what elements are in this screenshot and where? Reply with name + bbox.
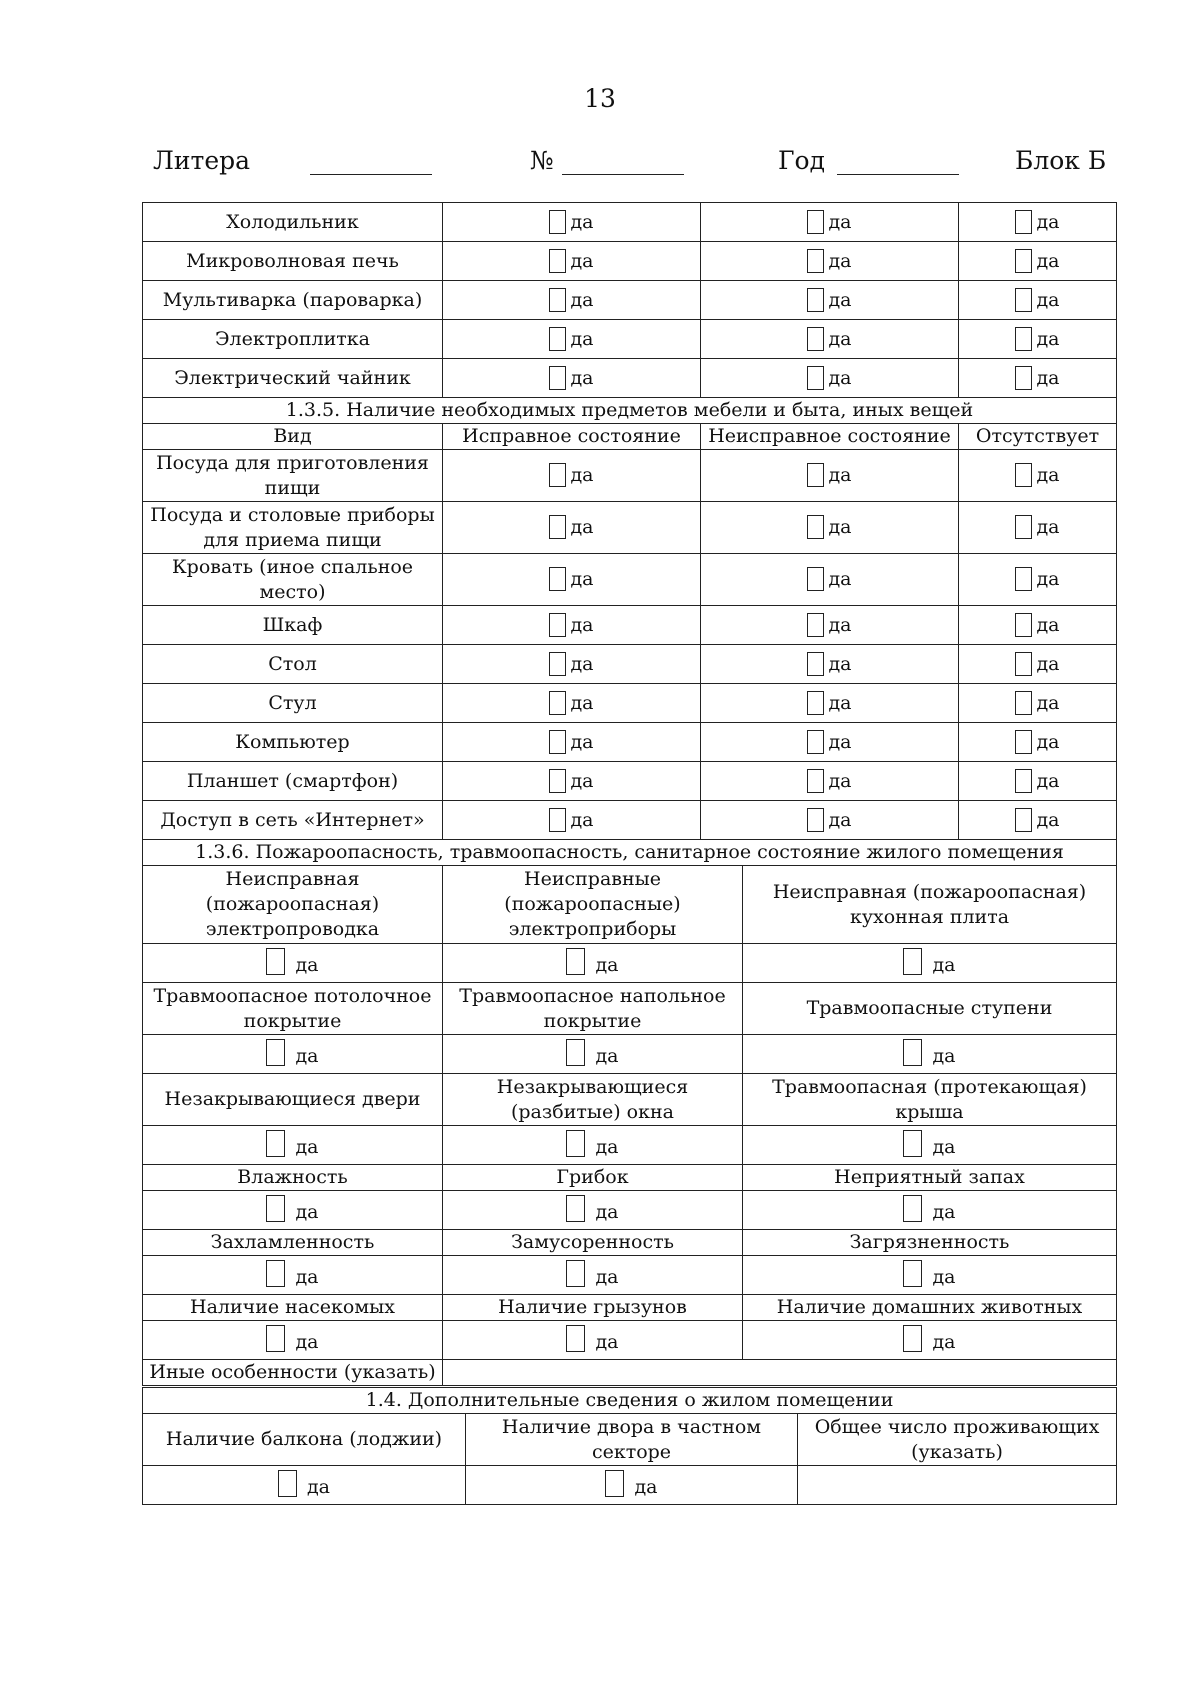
appliance-2-absent-label: да — [1036, 288, 1060, 311]
furniture-6-absent-checkbox[interactable] — [1015, 730, 1032, 754]
furniture-8-faulty-cell — [701, 801, 959, 840]
table-row — [143, 281, 1117, 320]
section-14-column-header: Общее число проживающих (указать) — [798, 1414, 1117, 1466]
table-row — [143, 866, 1117, 944]
section-14-title: 1.4. Дополнительные сведения о жилом помещении — [143, 1388, 1117, 1414]
table-row — [143, 1256, 1117, 1295]
furniture-1-absent-label: да — [1036, 516, 1060, 538]
hazard-label: Травмоопасные ступени — [743, 983, 1117, 1035]
table-row — [143, 1035, 1117, 1074]
table-row — [143, 1414, 1117, 1466]
hazard-3-0-checkbox[interactable] — [266, 1195, 285, 1222]
block-label: Блок Б — [1015, 146, 1107, 175]
appliance-2-absent-checkbox[interactable] — [1015, 288, 1032, 312]
furniture-7-absent-label: да — [1036, 769, 1060, 792]
furniture-7-faulty-checkbox[interactable] — [807, 769, 824, 793]
appliance-0-working-checkbox[interactable] — [549, 210, 566, 234]
hazard-4-0-checkbox[interactable] — [266, 1260, 285, 1287]
furniture-5-absent-label: да — [1036, 691, 1060, 714]
hazard-4-0-label: да — [295, 1266, 319, 1288]
hazard-label: Травмоопасная (протекающая) крыша — [743, 1074, 1117, 1126]
furniture-7-faulty-cell — [701, 762, 959, 801]
furniture-1-faulty-checkbox[interactable] — [807, 515, 824, 539]
furniture-4-absent-cell — [959, 645, 1117, 684]
hazard-label: Наличие насекомых — [143, 1295, 443, 1321]
hazard-label: Неприятный запах — [743, 1165, 1117, 1191]
furniture-8-absent-checkbox[interactable] — [1015, 808, 1032, 832]
furniture-1-working-cell — [443, 502, 701, 554]
appliance-2-faulty-cell — [701, 281, 959, 320]
hazard-5-0-label: да — [295, 1331, 319, 1353]
hazard-5-2-cell — [743, 1321, 1117, 1360]
hazard-label: Грибок — [443, 1165, 743, 1191]
hazard-label: Неисправные (пожароопасные) электроприборы — [443, 866, 743, 944]
furniture-item-name: Кровать (иное спальное место) — [143, 554, 443, 606]
table-row — [143, 1388, 1117, 1414]
hazard-2-2-cell — [743, 1126, 1117, 1165]
furniture-item-name: Стол — [143, 645, 443, 684]
furniture-1-working-checkbox[interactable] — [549, 515, 566, 539]
appliance-0-absent-label: да — [1036, 210, 1060, 233]
furniture-0-working-cell — [443, 450, 701, 502]
appliance-0-working-label: да — [570, 210, 594, 233]
hazard-2-2-checkbox[interactable] — [903, 1130, 922, 1157]
number-label: № — [530, 146, 554, 175]
furniture-4-absent-checkbox[interactable] — [1015, 652, 1032, 676]
hazard-4-1-checkbox[interactable] — [566, 1260, 585, 1287]
furniture-1-working-label: да — [570, 516, 594, 538]
hazard-4-0-cell — [143, 1256, 443, 1295]
furniture-3-working-label: да — [570, 613, 594, 636]
furniture-8-working-cell — [443, 801, 701, 840]
appliance-3-absent-cell — [959, 320, 1117, 359]
furniture-item-name: Посуда и столовые приборы для приема пищи — [143, 502, 443, 554]
balcony-label: да — [306, 1476, 331, 1498]
table-row — [143, 1165, 1117, 1191]
appliance-3-faulty-label: да — [828, 327, 852, 350]
appliance-2-absent-cell — [959, 281, 1117, 320]
appliance-0-faulty-checkbox[interactable] — [807, 210, 824, 234]
table-row — [143, 645, 1117, 684]
furniture-0-absent-label: да — [1036, 464, 1060, 486]
table-row — [143, 424, 1117, 450]
yard-cell — [466, 1466, 798, 1505]
furniture-4-faulty-label: да — [828, 652, 852, 675]
hazard-3-1-cell — [443, 1191, 743, 1230]
table-row — [143, 606, 1117, 645]
hazard-1-0-cell — [143, 1035, 443, 1074]
appliance-name: Холодильник — [143, 203, 443, 242]
appliance-3-working-cell — [443, 320, 701, 359]
furniture-3-absent-cell — [959, 606, 1117, 645]
hazard-3-2-cell — [743, 1191, 1117, 1230]
appliance-4-faulty-cell — [701, 359, 959, 398]
furniture-8-faulty-checkbox[interactable] — [807, 808, 824, 832]
appliance-3-working-label: да — [570, 327, 594, 350]
furniture-4-faulty-checkbox[interactable] — [807, 652, 824, 676]
furniture-2-working-cell — [443, 554, 701, 606]
furniture-item-name: Планшет (смартфон) — [143, 762, 443, 801]
appliance-1-working-checkbox[interactable] — [549, 249, 566, 273]
section-135-column-header: Вид — [143, 424, 443, 450]
hazard-0-1-label: да — [595, 954, 619, 976]
hazard-1-1-label: да — [595, 1045, 619, 1067]
furniture-4-working-cell — [443, 645, 701, 684]
table-row — [143, 359, 1117, 398]
hazard-5-1-checkbox[interactable] — [566, 1325, 585, 1352]
hazard-5-1-cell — [443, 1321, 743, 1360]
furniture-5-absent-checkbox[interactable] — [1015, 691, 1032, 715]
appliance-0-faulty-cell — [701, 203, 959, 242]
furniture-2-absent-checkbox[interactable] — [1015, 567, 1032, 591]
hazard-0-2-label: да — [932, 954, 956, 976]
litera-input-line[interactable] — [310, 148, 432, 175]
hazard-5-0-checkbox[interactable] — [266, 1325, 285, 1352]
furniture-0-faulty-label: да — [828, 464, 852, 486]
appliance-1-faulty-cell — [701, 242, 959, 281]
furniture-5-working-cell — [443, 684, 701, 723]
appliance-4-absent-label: да — [1036, 366, 1060, 389]
table-row — [143, 1126, 1117, 1165]
other-features-label: Иные особенности (указать) — [143, 1360, 443, 1386]
furniture-2-faulty-checkbox[interactable] — [807, 567, 824, 591]
table-row — [143, 944, 1117, 983]
furniture-0-faulty-checkbox[interactable] — [807, 463, 824, 487]
table-row — [143, 450, 1117, 502]
furniture-6-working-checkbox[interactable] — [549, 730, 566, 754]
furniture-0-absent-cell — [959, 450, 1117, 502]
furniture-item-name: Шкаф — [143, 606, 443, 645]
appliance-1-working-cell — [443, 242, 701, 281]
form-header — [153, 146, 1105, 180]
appliance-4-absent-cell — [959, 359, 1117, 398]
hazard-0-1-checkbox[interactable] — [566, 948, 585, 975]
appliance-3-absent-label: да — [1036, 327, 1060, 350]
hazard-4-2-cell — [743, 1256, 1117, 1295]
table-row — [143, 684, 1117, 723]
hazard-3-1-label: да — [595, 1201, 619, 1223]
hazard-1-0-label: да — [295, 1045, 319, 1067]
appliance-0-working-cell — [443, 203, 701, 242]
appliance-0-faulty-label: да — [828, 210, 852, 233]
furniture-5-working-checkbox[interactable] — [549, 691, 566, 715]
furniture-0-working-checkbox[interactable] — [549, 463, 566, 487]
furniture-7-faulty-label: да — [828, 769, 852, 792]
appliance-1-absent-checkbox[interactable] — [1015, 249, 1032, 273]
section-135-column-header: Отсутствует — [959, 424, 1117, 450]
table-row — [143, 1295, 1117, 1321]
hazard-0-1-cell — [443, 944, 743, 983]
furniture-4-working-label: да — [570, 652, 594, 675]
furniture-3-faulty-cell — [701, 606, 959, 645]
hazard-2-1-cell — [443, 1126, 743, 1165]
hazard-4-2-label: да — [932, 1266, 956, 1288]
appliance-name: Электроплитка — [143, 320, 443, 359]
hazard-2-0-checkbox[interactable] — [266, 1130, 285, 1157]
hazard-label: Неисправная (пожароопасная) электропроводка — [143, 866, 443, 944]
furniture-item-name: Доступ в сеть «Интернет» — [143, 801, 443, 840]
furniture-7-working-cell — [443, 762, 701, 801]
hazard-5-0-cell — [143, 1321, 443, 1360]
hazard-2-0-label: да — [295, 1136, 319, 1158]
appliance-4-working-cell — [443, 359, 701, 398]
table-row — [143, 398, 1117, 424]
furniture-8-absent-label: да — [1036, 808, 1060, 831]
furniture-8-working-checkbox[interactable] — [549, 808, 566, 832]
hazard-5-2-checkbox[interactable] — [903, 1325, 922, 1352]
furniture-2-working-checkbox[interactable] — [549, 567, 566, 591]
hazard-1-2-cell — [743, 1035, 1117, 1074]
hazard-label: Травмоопасное напольное покрытие — [443, 983, 743, 1035]
furniture-6-faulty-cell — [701, 723, 959, 762]
table-row — [143, 762, 1117, 801]
appliance-1-faulty-checkbox[interactable] — [807, 249, 824, 273]
table-row — [143, 1321, 1117, 1360]
furniture-3-absent-label: да — [1036, 613, 1060, 636]
appliance-4-absent-checkbox[interactable] — [1015, 366, 1032, 390]
furniture-7-working-checkbox[interactable] — [549, 769, 566, 793]
furniture-1-absent-checkbox[interactable] — [1015, 515, 1032, 539]
furniture-2-faulty-label: да — [828, 568, 852, 590]
additional-info-table — [142, 1387, 1117, 1505]
furniture-5-working-label: да — [570, 691, 594, 714]
litera-field — [153, 146, 432, 175]
number-field — [530, 146, 684, 175]
hazard-0-0-checkbox[interactable] — [266, 948, 285, 975]
hazard-label: Наличие грызунов — [443, 1295, 743, 1321]
table-row — [143, 840, 1117, 866]
litera-label: Литера — [153, 146, 251, 175]
hazard-label: Захламленность — [143, 1230, 443, 1256]
furniture-6-faulty-label: да — [828, 730, 852, 753]
furniture-7-absent-checkbox[interactable] — [1015, 769, 1032, 793]
appliance-1-absent-cell — [959, 242, 1117, 281]
furniture-4-working-checkbox[interactable] — [549, 652, 566, 676]
page-number: 13 — [584, 84, 616, 113]
furniture-3-working-checkbox[interactable] — [549, 613, 566, 637]
appliance-2-working-label: да — [570, 288, 594, 311]
hazard-0-2-checkbox[interactable] — [903, 948, 922, 975]
hazard-label: Незакрывающиеся (разбитые) окна — [443, 1074, 743, 1126]
furniture-3-absent-checkbox[interactable] — [1015, 613, 1032, 637]
appliance-0-absent-checkbox[interactable] — [1015, 210, 1032, 234]
hazard-2-0-cell — [143, 1126, 443, 1165]
appliance-2-faulty-label: да — [828, 288, 852, 311]
furniture-item-name: Стул — [143, 684, 443, 723]
appliance-2-working-cell — [443, 281, 701, 320]
hazard-3-0-cell — [143, 1191, 443, 1230]
table-row — [143, 1466, 1117, 1505]
section-136-title: 1.3.6. Пожароопасность, травмоопасность, санитарное состояние жилого помещения — [143, 840, 1117, 866]
hazard-2-1-checkbox[interactable] — [566, 1130, 585, 1157]
appliance-name: Электрический чайник — [143, 359, 443, 398]
table-row — [143, 1230, 1117, 1256]
table-row — [143, 1074, 1117, 1126]
number-input-line[interactable] — [562, 148, 684, 175]
hazard-0-0-cell — [143, 944, 443, 983]
furniture-6-absent-cell — [959, 723, 1117, 762]
hazard-label: Незакрывающиеся двери — [143, 1074, 443, 1126]
furniture-7-absent-cell — [959, 762, 1117, 801]
hazard-label: Влажность — [143, 1165, 443, 1191]
table-row — [143, 1191, 1117, 1230]
table-row — [143, 723, 1117, 762]
hazard-1-2-label: да — [932, 1045, 956, 1067]
hazard-label: Загрязненность — [743, 1230, 1117, 1256]
appliance-1-working-label: да — [570, 249, 594, 272]
appliance-4-working-label: да — [570, 366, 594, 389]
appliance-name: Микроволновая печь — [143, 242, 443, 281]
furniture-6-faulty-checkbox[interactable] — [807, 730, 824, 754]
table-row — [143, 242, 1117, 281]
furniture-1-faulty-label: да — [828, 516, 852, 538]
furniture-5-absent-cell — [959, 684, 1117, 723]
hazard-sanitary-table — [142, 839, 1117, 1386]
hazard-1-2-checkbox[interactable] — [903, 1039, 922, 1066]
furniture-3-faulty-label: да — [828, 613, 852, 636]
furniture-5-faulty-checkbox[interactable] — [807, 691, 824, 715]
furniture-8-working-label: да — [570, 808, 594, 831]
hazard-2-1-label: да — [595, 1136, 619, 1158]
furniture-2-faulty-cell — [701, 554, 959, 606]
section-135-column-header: Неисправное состояние — [701, 424, 959, 450]
hazard-4-1-label: да — [595, 1266, 619, 1288]
furniture-0-absent-checkbox[interactable] — [1015, 463, 1032, 487]
hazard-5-1-label: да — [595, 1331, 619, 1353]
hazard-0-2-cell — [743, 944, 1117, 983]
appliances-furniture-table — [142, 202, 1117, 840]
hazard-1-0-checkbox[interactable] — [266, 1039, 285, 1066]
other-features-input[interactable] — [443, 1360, 1117, 1386]
hazard-1-1-checkbox[interactable] — [566, 1039, 585, 1066]
furniture-5-faulty-cell — [701, 684, 959, 723]
hazard-label: Травмоопасное потолочное покрытие — [143, 983, 443, 1035]
table-row — [143, 203, 1117, 242]
appliance-3-working-checkbox[interactable] — [549, 327, 566, 351]
residents-count-input[interactable] — [798, 1466, 1117, 1505]
appliance-4-faulty-label: да — [828, 366, 852, 389]
furniture-1-absent-cell — [959, 502, 1117, 554]
furniture-6-working-label: да — [570, 730, 594, 753]
section-14-column-header: Наличие балкона (лоджии) — [143, 1414, 466, 1466]
furniture-3-working-cell — [443, 606, 701, 645]
hazard-0-0-label: да — [295, 954, 319, 976]
section-135-column-header: Исправное состояние — [443, 424, 701, 450]
appliance-0-absent-cell — [959, 203, 1117, 242]
furniture-2-absent-label: да — [1036, 568, 1060, 590]
appliance-4-faulty-checkbox[interactable] — [807, 366, 824, 390]
furniture-6-absent-label: да — [1036, 730, 1060, 753]
furniture-8-faulty-label: да — [828, 808, 852, 831]
appliance-1-absent-label: да — [1036, 249, 1060, 272]
year-label: Год — [778, 146, 825, 175]
table-row — [143, 320, 1117, 359]
year-field — [778, 146, 959, 175]
furniture-item-name: Посуда для приготовления пищи — [143, 450, 443, 502]
hazard-label: Наличие домашних животных — [743, 1295, 1117, 1321]
hazard-2-2-label: да — [932, 1136, 956, 1158]
furniture-6-working-cell — [443, 723, 701, 762]
hazard-3-2-checkbox[interactable] — [903, 1195, 922, 1222]
furniture-2-absent-cell — [959, 554, 1117, 606]
furniture-3-faulty-checkbox[interactable] — [807, 613, 824, 637]
furniture-item-name: Компьютер — [143, 723, 443, 762]
furniture-5-faulty-label: да — [828, 691, 852, 714]
hazard-5-2-label: да — [932, 1331, 956, 1353]
hazard-4-2-checkbox[interactable] — [903, 1260, 922, 1287]
furniture-0-working-label: да — [570, 464, 594, 486]
appliance-3-absent-checkbox[interactable] — [1015, 327, 1032, 351]
hazard-3-0-label: да — [295, 1201, 319, 1223]
appliance-3-faulty-checkbox[interactable] — [807, 327, 824, 351]
appliance-2-faulty-checkbox[interactable] — [807, 288, 824, 312]
section-135-title: 1.3.5. Наличие необходимых предметов мебели и быта, иных вещей — [143, 398, 1117, 424]
balcony-checkbox[interactable] — [278, 1470, 297, 1497]
section-14-column-header: Наличие двора в частном секторе — [466, 1414, 798, 1466]
table-row — [143, 1360, 1117, 1386]
appliance-2-working-checkbox[interactable] — [549, 288, 566, 312]
furniture-4-absent-label: да — [1036, 652, 1060, 675]
balcony-cell — [143, 1466, 466, 1505]
hazard-4-1-cell — [443, 1256, 743, 1295]
yard-checkbox[interactable] — [605, 1470, 624, 1497]
year-input-line[interactable] — [837, 148, 959, 175]
appliance-4-working-checkbox[interactable] — [549, 366, 566, 390]
table-row — [143, 554, 1117, 606]
yard-label: да — [634, 1476, 658, 1498]
appliance-1-faulty-label: да — [828, 249, 852, 272]
hazard-3-2-label: да — [932, 1201, 956, 1223]
appliance-3-faulty-cell — [701, 320, 959, 359]
furniture-0-faulty-cell — [701, 450, 959, 502]
furniture-4-faulty-cell — [701, 645, 959, 684]
furniture-8-absent-cell — [959, 801, 1117, 840]
hazard-1-1-cell — [443, 1035, 743, 1074]
table-row — [143, 801, 1117, 840]
hazard-3-1-checkbox[interactable] — [566, 1195, 585, 1222]
table-row — [143, 502, 1117, 554]
table-row — [143, 983, 1117, 1035]
hazard-label: Замусоренность — [443, 1230, 743, 1256]
hazard-label: Неисправная (пожароопасная) кухонная плита — [743, 866, 1117, 944]
furniture-1-faulty-cell — [701, 502, 959, 554]
appliance-name: Мультиварка (пароварка) — [143, 281, 443, 320]
furniture-2-working-label: да — [570, 568, 594, 590]
furniture-7-working-label: да — [570, 769, 594, 792]
